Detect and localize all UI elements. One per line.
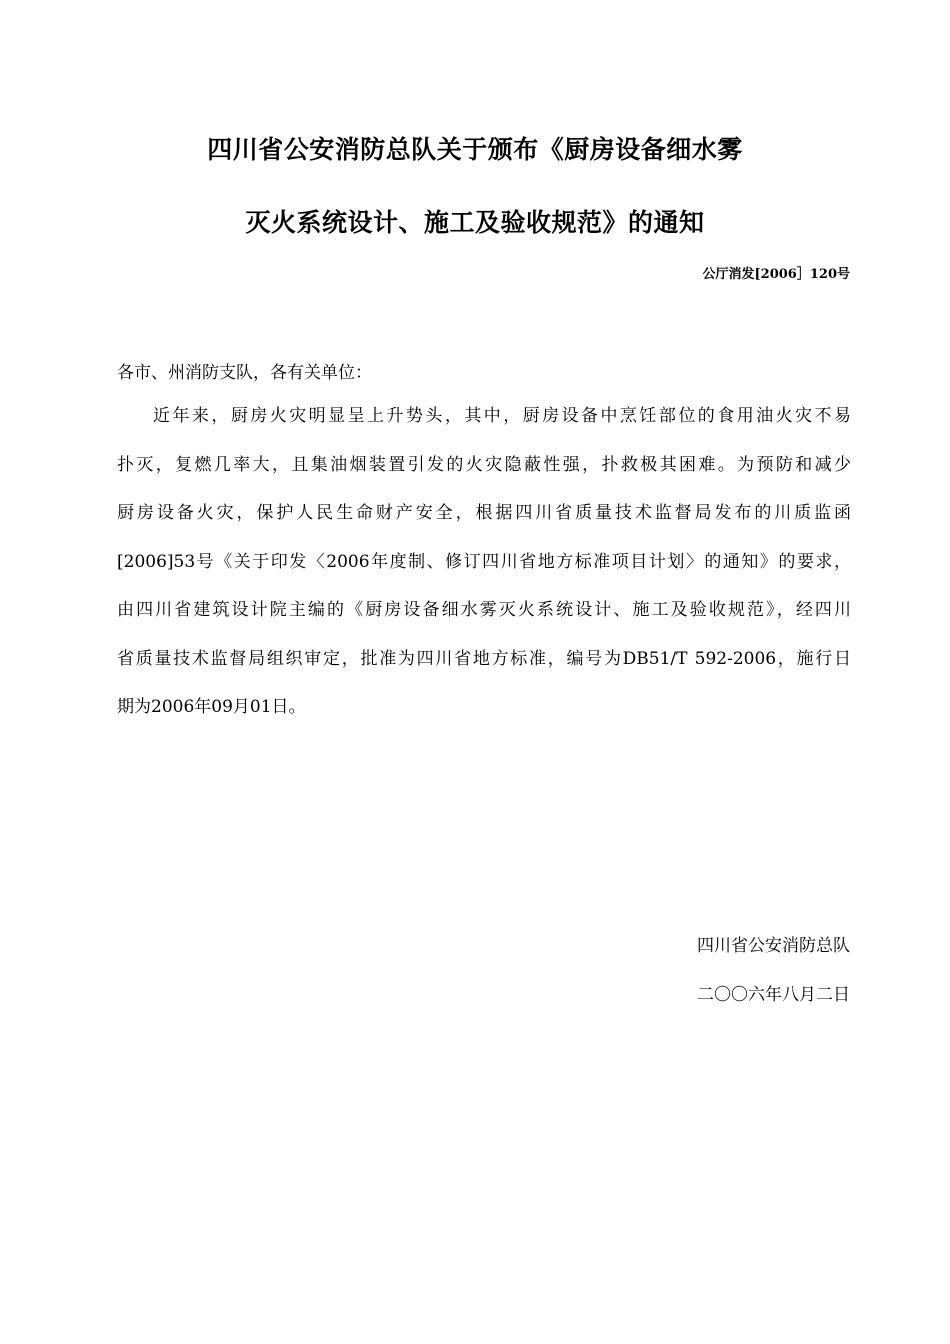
salutation: 各市、州消防支队，各有关单位： [117, 363, 372, 383]
title-line-2: 灭火系统设计、施工及验收规范》的通知 [245, 208, 705, 237]
body-line: 厨房设备火灾，保护人民生命财产安全，根据四川省质量技术监督局发布的川质监函 [117, 503, 851, 523]
body-line: 由四川省建筑设计院主编的《厨房设备细水雾灭火系统设计、施工及验收规范》，经四川 [117, 600, 851, 620]
body-line: [2006]53号《关于印发〈2006年度制、修订四川省地方标准项目计划〉的通知》的要求， [117, 551, 851, 572]
title-line-1: 四川省公安消防总队关于颁布《厨房设备细水雾 [207, 135, 743, 164]
document-number: 公厅消发[2006］120号 [702, 267, 850, 282]
body-paragraph [117, 398, 851, 738]
issuing-organization: 四川省公安消防总队 [697, 936, 850, 956]
body-line: 省质量技术监督局组织审定，批准为四川省地方标准，编号为DB51/T 592-2006，施行日 [117, 648, 851, 669]
issue-date: 二〇〇六年八月二日 [697, 985, 850, 1005]
body-line: 扑灭，复燃几率大，且集油烟装置引发的火灾隐蔽性强，扑救极其困难。为预防和减少 [117, 454, 851, 475]
body-line: 近年来，厨房火灾明显呈上升势头，其中，厨房设备中烹饪部位的食用油火灾不易 [153, 406, 851, 426]
body-line: 期为2006年09月01日。 [117, 697, 306, 717]
